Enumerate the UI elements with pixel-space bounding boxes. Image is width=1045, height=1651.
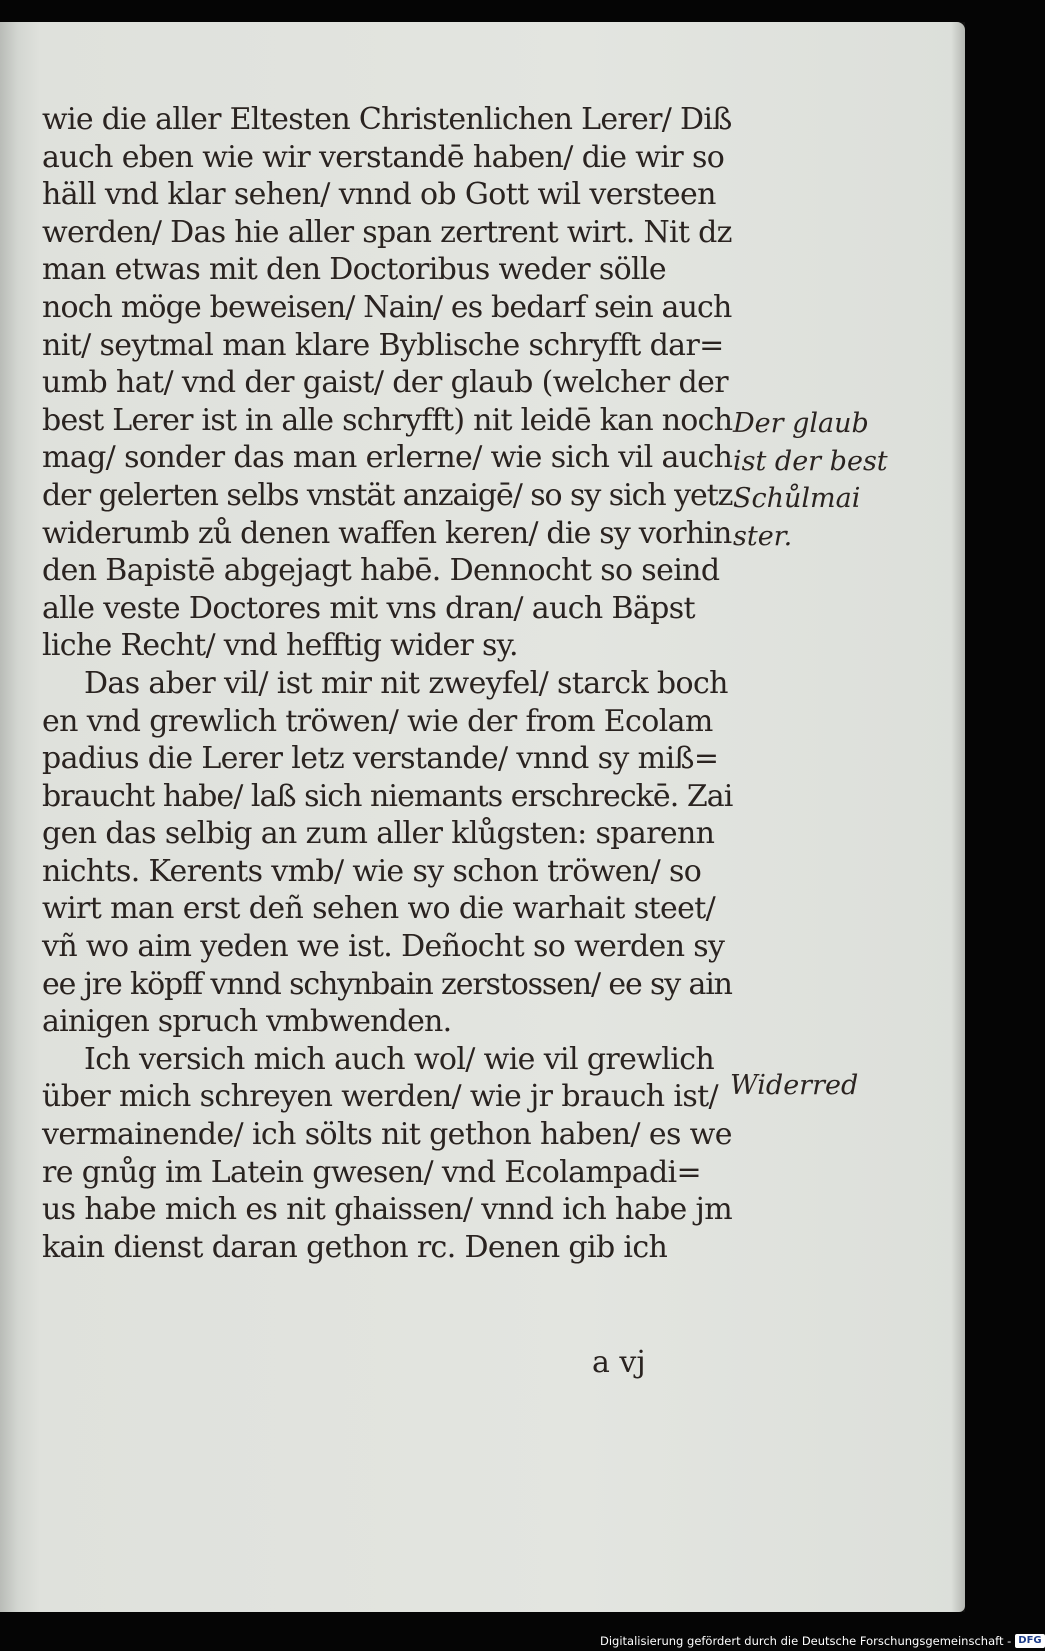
text-line: re gnůg im Latein gwesen/ vnd Ecolampadi= bbox=[42, 1154, 701, 1190]
text-line: en vnd grewlich tröwen/ wie der from Ecolam bbox=[42, 703, 713, 739]
text-line: alle veste Doctores mit vns dran/ auch Bäpst bbox=[42, 590, 695, 626]
funding-text: Digitalisierung gefördert durch die Deutsche Forschungsgemeinschaft - bbox=[600, 1633, 1012, 1648]
paragraph-start-line: Das aber vil/ ist mir nit zweyfel/ starck boch bbox=[84, 665, 728, 701]
text-line: nichts. Kerents vmb/ wie sy schon tröwen/ so bbox=[42, 853, 702, 889]
text-line: werden/ Das hie aller span zertrent wirt. Nit dz bbox=[42, 214, 732, 250]
dfg-logo: DFG bbox=[1015, 1634, 1044, 1648]
text-line: wirt man erst deñ sehen wo die warhait steet/ bbox=[42, 891, 716, 927]
text-line: der gelerten selbs vnstät anzaigē/ so sy sich yetz bbox=[42, 477, 733, 513]
text-line: über mich schreyen werden/ wie jr brauch ist/ bbox=[42, 1079, 719, 1115]
text-line: wie die aller Eltesten Christenlichen Lerer/ Diß bbox=[42, 102, 732, 137]
text-line: auch eben wie wir verstandē haben/ die wir so bbox=[42, 139, 725, 175]
margin-note-line: ster. bbox=[733, 520, 793, 552]
text-line: braucht habe/ laß sich niemants erschreckē. Zai bbox=[42, 778, 733, 814]
paragraph-start-line: Ich versich mich auch wol/ wie vil grewlich bbox=[84, 1041, 715, 1077]
text-line: vñ wo aim yeden we ist. Deñocht so werden sy bbox=[42, 929, 725, 965]
text-line: gen das selbig an zum aller klůgsten: sparenn bbox=[42, 816, 715, 852]
text-line: vermainende/ ich sölts nit gethon haben/ es we bbox=[42, 1117, 732, 1153]
text-line: den Bapistē abgejagt habē. Dennocht so seind bbox=[42, 553, 720, 589]
text-line: best Lerer ist in alle schryfft) nit leidē kan noch bbox=[42, 402, 733, 438]
text-line: mag/ sonder das man erlerne/ wie sich vil auch bbox=[42, 440, 733, 476]
text-line: kain dienst daran gethon rc. Denen gib ich bbox=[42, 1229, 668, 1265]
text-line: liche Recht/ vnd hefftig wider sy. bbox=[42, 628, 518, 664]
margin-note-line: Der glaub bbox=[733, 408, 869, 439]
body-text-block bbox=[42, 101, 742, 1266]
text-line: padius die Lerer letz verstande/ vnnd sy miß= bbox=[42, 741, 719, 777]
margin-note: Widerred bbox=[730, 1070, 859, 1101]
text-line: noch möge beweisen/ Nain/ es bedarf sein auch bbox=[42, 289, 732, 325]
funding-credit bbox=[600, 1632, 1045, 1649]
text-line: ainigen spruch vmbwenden. bbox=[42, 1004, 452, 1040]
signature-mark: a vj bbox=[592, 1345, 646, 1380]
text-line: ee jre köpff vnnd schynbain zerstossen/ ee sy ain bbox=[42, 966, 732, 1002]
text-line: us habe mich es nit ghaissen/ vnnd ich habe jm bbox=[42, 1192, 732, 1228]
text-line: nit/ seytmal man klare Byblische schryfft dar= bbox=[42, 327, 724, 363]
text-line: häll vnd klar sehen/ vnnd ob Gott wil versteen bbox=[42, 177, 716, 213]
margin-note bbox=[733, 405, 888, 555]
text-line: umb hat/ vnd der gaist/ der glaub (welcher der bbox=[42, 365, 729, 401]
text-line: man etwas mit den Doctoribus weder sölle bbox=[42, 252, 667, 288]
margin-note-line: ist der best bbox=[733, 445, 888, 477]
book-page bbox=[0, 22, 965, 1612]
margin-note-line: Schůlmai bbox=[733, 483, 861, 515]
text-line: widerumb zů denen waffen keren/ die sy vorhin bbox=[42, 515, 732, 551]
